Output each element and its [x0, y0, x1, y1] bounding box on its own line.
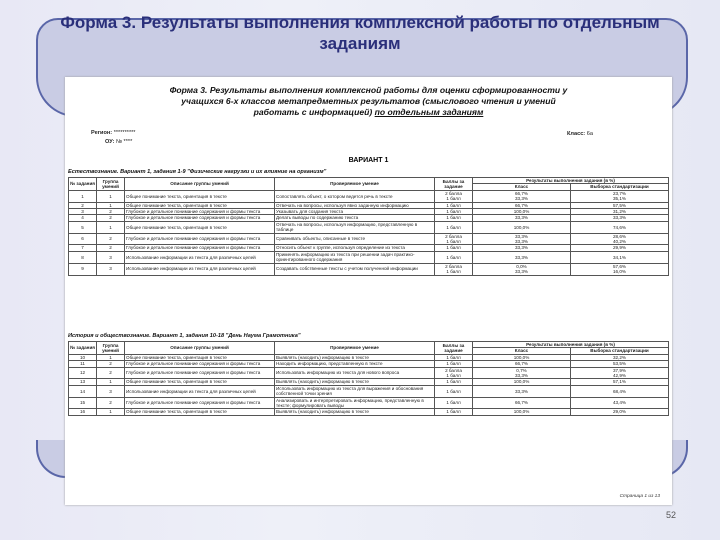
sample-result: 43,4%: [571, 397, 669, 409]
group-description: Глубокое и детальное понимание содержания и формы текста: [125, 397, 275, 409]
points: 2 балла 1 балл: [435, 263, 473, 275]
doc-title-line-2: учащихся 6-х классов метапредметных результатов (смыслового чтения и умений: [181, 96, 556, 106]
class-result: 66,7%: [473, 361, 571, 367]
class-result: 100,0%: [473, 379, 571, 385]
group-description: Общее понимание текста, ориентация в тексте: [125, 354, 275, 360]
class-result: 66,7% 33,3%: [473, 190, 571, 202]
table-row: [69, 251, 669, 263]
col-points: Баллы за задание: [435, 342, 473, 355]
group-description: Глубокое и детальное понимание содержания и формы текста: [125, 209, 275, 215]
group-description: Глубокое и детальное понимание содержания и формы текста: [125, 367, 275, 379]
tested-skill: Выявлять (находить) информацию в тексте: [275, 409, 435, 415]
sample-result: 37,9% 42,9%: [571, 367, 669, 379]
group-description: Общее понимание текста, ориентация в тексте: [125, 409, 275, 415]
points: 1 балл: [435, 202, 473, 208]
skill-group: 1: [97, 379, 125, 385]
col-skill: Проверяемое умение: [275, 178, 435, 191]
tested-skill: Выявлять (находить) информацию в тексте: [275, 354, 435, 360]
points: 1 балл: [435, 385, 473, 397]
sample-result: 57,6% 16,0%: [571, 263, 669, 275]
skill-group: 3: [97, 263, 125, 275]
sample-result: 57,1%: [571, 379, 669, 385]
task-number: 14: [69, 385, 97, 397]
school-value: № ****: [115, 139, 133, 145]
group-description: Глубокое и детальное понимание содержания и формы текста: [125, 245, 275, 251]
skill-group: 1: [97, 354, 125, 360]
results-table-1: [68, 177, 669, 276]
col-class: Класс: [473, 184, 571, 190]
task-number: 12: [69, 367, 97, 379]
points: 1 балл: [435, 379, 473, 385]
task-number: 9: [69, 263, 97, 275]
group-description: Глубокое и детальное понимание содержания и формы текста: [125, 215, 275, 221]
col-group: Группа умений: [97, 178, 125, 191]
tested-skill: Анализировать и интерпретировать информацию, представленную в тексте; формулировать выводы: [275, 397, 435, 409]
task-number: 10: [69, 354, 97, 360]
table-row: [69, 190, 669, 202]
points: 1 балл: [435, 361, 473, 367]
task-number: 3: [69, 209, 97, 215]
sample-result: 23,7% 35,1%: [571, 190, 669, 202]
points: 1 балл: [435, 409, 473, 415]
task-number: 1: [69, 190, 97, 202]
class-result: 33,3%: [473, 245, 571, 251]
skill-group: 2: [97, 367, 125, 379]
slide-title: Форма 3. Результаты выполнения комплексной работы по отдельным заданиям: [60, 13, 660, 53]
skill-group: 3: [97, 385, 125, 397]
tested-skill: Находить информацию, представленную в тексте: [275, 361, 435, 367]
tested-skill: Использовать информацию из текста для выражения и обоснования собственной точки зрения: [275, 385, 435, 397]
tested-skill: Указывать для создания текста: [275, 209, 435, 215]
skill-group: 3: [97, 251, 125, 263]
region-row: [91, 130, 135, 136]
skill-group: 1: [97, 190, 125, 202]
region-label: Регион:: [91, 130, 113, 136]
points: 1 балл: [435, 245, 473, 251]
points: 2 балла 1 балл: [435, 367, 473, 379]
school-row: [105, 139, 132, 145]
group-description: Глубокое и детальное понимание содержания и формы текста: [125, 361, 275, 367]
col-number: № задания: [69, 342, 97, 355]
doc-title-line-3: работать с информацией): [253, 107, 375, 117]
document-title: [75, 85, 662, 118]
task-number: 7: [69, 245, 97, 251]
group-description: Использование информации из текста для различных целей: [125, 385, 275, 397]
page-footnote: Страница 1 из 13: [619, 494, 660, 499]
class-result: 33,3% 33,3%: [473, 233, 571, 245]
skill-group: 1: [97, 202, 125, 208]
variant-heading: ВАРИАНТ 1: [348, 157, 389, 164]
group-description: Общее понимание текста, ориентация в тексте: [125, 379, 275, 385]
tested-skill: Отвечать на вопросы, используя явно заданную информацию: [275, 202, 435, 208]
sample-result: 28,6% 40,2%: [571, 233, 669, 245]
class-value: 6а: [586, 131, 593, 137]
table-row: [69, 263, 669, 275]
skill-group: 1: [97, 409, 125, 415]
sample-result: 57,5%: [571, 202, 669, 208]
tested-skill: Выявлять (находить) информацию в тексте: [275, 379, 435, 385]
points: 2 балла 1 балл: [435, 233, 473, 245]
col-group: Группа умений: [97, 342, 125, 355]
class-row: [567, 131, 593, 137]
tested-skill: Относить объект к группе, используя определение из текста: [275, 245, 435, 251]
task-number: 13: [69, 379, 97, 385]
col-number: № задания: [69, 178, 97, 191]
points: 1 балл: [435, 251, 473, 263]
document-image: [65, 77, 672, 505]
tested-skill: Использовать информацию из текста для нового вопроса: [275, 367, 435, 379]
points: 1 балл: [435, 221, 473, 233]
table-row: [69, 409, 669, 415]
col-points: Баллы за задание: [435, 178, 473, 191]
sample-result: 34,1%: [571, 251, 669, 263]
col-sample: Выборка стандартизации: [571, 184, 669, 190]
class-result: 66,7%: [473, 397, 571, 409]
slide-page-number: 52: [666, 510, 677, 520]
sample-result: 33,3%: [571, 215, 669, 221]
sample-result: 29,9%: [571, 245, 669, 251]
sample-result: 29,0%: [571, 409, 669, 415]
group-description: Использование информации из текста для различных целей: [125, 251, 275, 263]
task-number: 16: [69, 409, 97, 415]
skill-group: 2: [97, 397, 125, 409]
school-label: ОУ:: [105, 139, 115, 145]
table-row: [69, 397, 669, 409]
col-skill: Проверяемое умение: [275, 342, 435, 355]
col-description: Описание группы умений: [125, 342, 275, 355]
tested-skill: Сопоставлять объект, о котором ведется речь в тексте: [275, 190, 435, 202]
points: 2 балла 1 балл: [435, 190, 473, 202]
region-value: **********: [113, 130, 136, 136]
tested-skill: Делать выводы по содержанию текста: [275, 215, 435, 221]
section-2-heading: История и обществознание. Вариант 1, задания 10-18 "День Наума Грамотника": [68, 333, 301, 339]
class-result: 0,0% 33,3%: [473, 263, 571, 275]
class-result: 100,0%: [473, 221, 571, 233]
group-description: Использование информации из текста для различных целей: [125, 263, 275, 275]
results-table-2: [68, 341, 669, 416]
col-description: Описание группы умений: [125, 178, 275, 191]
class-result: 100,0%: [473, 409, 571, 415]
col-sample: Выборка стандартизации: [571, 348, 669, 354]
sample-result: 31,2%: [571, 209, 669, 215]
task-number: 2: [69, 202, 97, 208]
class-result: 100,0%: [473, 209, 571, 215]
group-description: Общее понимание текста, ориентация в тексте: [125, 190, 275, 202]
task-number: 8: [69, 251, 97, 263]
group-description: Общее понимание текста, ориентация в тексте: [125, 221, 275, 233]
task-number: 11: [69, 361, 97, 367]
doc-title-underlined: по отдельным заданиям: [374, 107, 484, 117]
table-row: [69, 367, 669, 379]
skill-group: 2: [97, 245, 125, 251]
tested-skill: Сравнивать объекты, описанные в тексте: [275, 233, 435, 245]
points: 1 балл: [435, 209, 473, 215]
tested-skill: Отвечать на вопросы, используя информацию, представленную в таблице: [275, 221, 435, 233]
tested-skill: Создавать собственные тексты с учетом полученной информации: [275, 263, 435, 275]
table-row: [69, 221, 669, 233]
class-result: 0,7% 33,3%: [473, 367, 571, 379]
class-label: Класс:: [567, 131, 586, 137]
task-number: 5: [69, 221, 97, 233]
task-number: 6: [69, 233, 97, 245]
col-class: Класс: [473, 348, 571, 354]
group-description: Глубокое и детальное понимание содержания и формы текста: [125, 233, 275, 245]
class-result: 33,3%: [473, 215, 571, 221]
task-number: 15: [69, 397, 97, 409]
doc-title-line-1: Форма 3. Результаты выполнения комплексной работы для оценки сформированности у: [169, 85, 568, 95]
points: 1 балл: [435, 354, 473, 360]
tested-skill: Применять информацию из текста при решении задач практико-ориентированного содержания: [275, 251, 435, 263]
sample-result: 32,2%: [571, 354, 669, 360]
section-1-heading: Естествознание. Вариант 1, задания 1-9 "Физические нагрузки и их влияние на организм": [68, 169, 327, 175]
points: 1 балл: [435, 397, 473, 409]
col-results: Результаты выполнения задания (в %): [473, 178, 669, 184]
skill-group: 2: [97, 361, 125, 367]
skill-group: 2: [97, 233, 125, 245]
skill-group: 2: [97, 215, 125, 221]
class-result: 100,0%: [473, 354, 571, 360]
table-row: [69, 385, 669, 397]
group-description: Общее понимание текста, ориентация в тексте: [125, 202, 275, 208]
class-result: 66,7%: [473, 202, 571, 208]
sample-result: 68,4%: [571, 385, 669, 397]
class-result: 33,3%: [473, 385, 571, 397]
points: 1 балл: [435, 215, 473, 221]
task-number: 4: [69, 215, 97, 221]
table-row: [69, 233, 669, 245]
skill-group: 2: [97, 209, 125, 215]
col-results: Результаты выполнения задания (в %): [473, 342, 669, 348]
sample-result: 74,6%: [571, 221, 669, 233]
class-result: 33,3%: [473, 251, 571, 263]
skill-group: 1: [97, 221, 125, 233]
sample-result: 53,5%: [571, 361, 669, 367]
